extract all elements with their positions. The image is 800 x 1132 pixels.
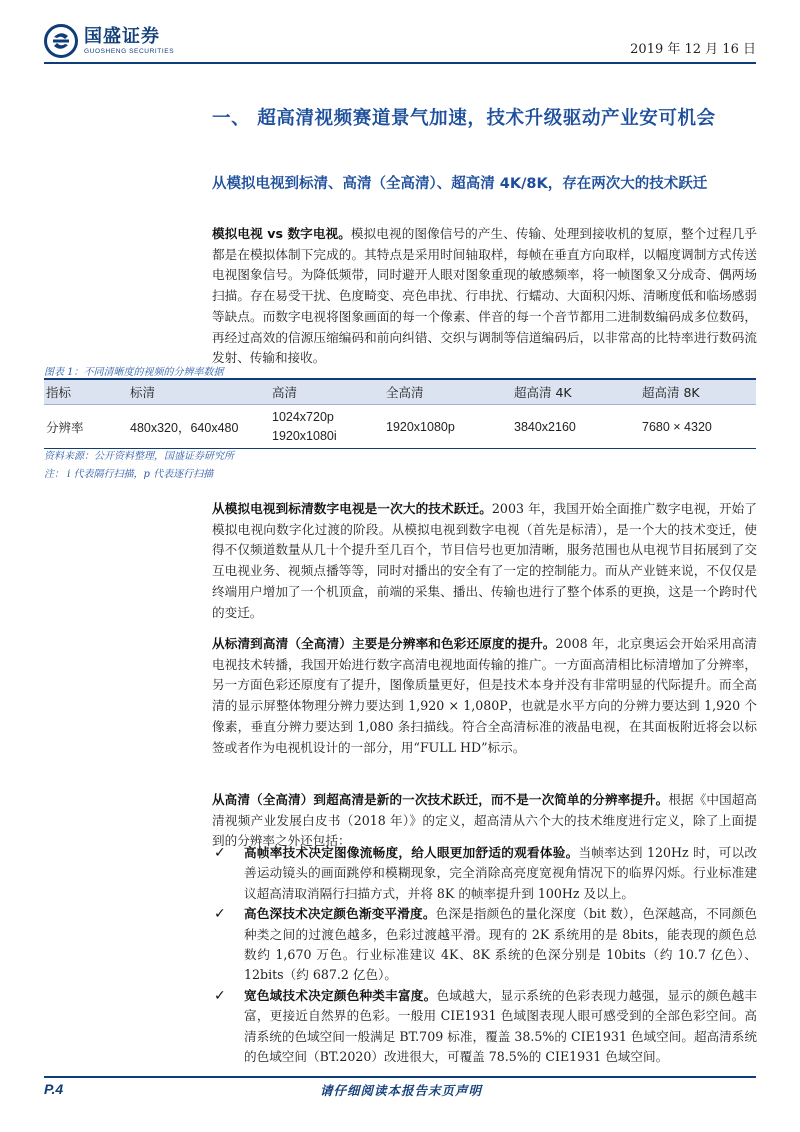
table-cell-label: 分辨率 (46, 419, 84, 435)
paragraph-sd-to-hd (212, 634, 757, 758)
paragraph-analog-to-sd (212, 499, 757, 623)
checkmark-icon: ✓ (214, 845, 226, 861)
paragraph-body: 模拟电视的图像信号的产生、传输、处理到接收机的复原，整个过程几乎都是在模拟体制下完成的。其特点是采用时间轴取样，每帧在垂直方向取样，以幅度调制方式传送电视图象信号。为降低频带，同时避开人眼对图象重现的敏感频率，将一帧图象又分成奇、偶两场扫描。存在易受干扰、色度畸变、亮色串扰、行串扰、行蠕动、大面积闪烁、清晰度低和临场感弱等缺点。而数字电视将图象画面的每一个像素、伴音的每一个音节都用二进制数编码成多位数码，再经过高效的信源压缩编码和前向纠错、交织与调制等信道编码后，以非常高的比特率进行数码流发射、传输和接收。 (212, 226, 758, 366)
table-header-cell: 指标 (46, 385, 72, 400)
section-title: 一、 超高清视频赛道景气加速，技术升级驱动产业安可机会 (212, 108, 716, 129)
list-item-body: 当帧率达到 120Hz 时，可以改善运动镜头的画面跳停和模糊现象，完全消除高亮度宽视角情况下的临界闪烁。行业标准建议超高清取消隔行扫描方式，并将 8K 的帧率提升到 100Hz 及以上。 (244, 845, 757, 901)
list-item-lead: 宽色域技术决定颜色种类丰富度。 (244, 987, 437, 1003)
list-item-lead: 高色深技术决定颜色渐变平滑度。 (244, 906, 436, 922)
report-date: 2019 年 12 月 16 日 (630, 42, 756, 57)
logo-english-name: GUOSHENG SECURITIES (84, 48, 175, 55)
list-item-body: 色域越大，显示系统的色彩表现力越强，显示的颜色越丰富，更接近自然界的色彩。一般用 CIE1931 色域图表现人眼可感受到的全部色彩空间。高清系统的色域空间一般满足 BT.709 标准，覆盖 38.5%的 CIE1931 色域空间。超高清系统的色域空间（BT.2020）改进很大，可覆盖 78.5%的 CIE1931 色域空间。 (244, 987, 758, 1065)
table-header-cell: 标清 (130, 385, 156, 400)
company-logo (44, 24, 174, 58)
table-cell-8k: 7680 × 4320 (642, 419, 712, 434)
list-item (212, 986, 757, 1068)
paragraph-lead: 从模拟电视到标清数字电视是一次大的技术跃迁。 (212, 501, 492, 516)
page-number: P.4 (44, 1081, 64, 1097)
table-row (44, 405, 756, 448)
table-header-cell: 超高清 8K (642, 385, 700, 400)
list-item (212, 843, 757, 904)
table-cell-hd (270, 408, 384, 446)
table-cell-hd-line: 1024x720p (272, 409, 334, 424)
paragraph-body: 2003 年，我国开始全面推广数字电视，开始了模拟电视向数字化过渡的阶段。从模拟电视到数字电视（首先是标清），是一个大的技术变迁，使得不仅频道数量从几十个提升至几百个，节目信号也更加清晰，服务范围也从电视节目拓展到了交互电视业务、视频点播等等，同时对播出的安全有了一定的控制能力。而从产业链来说，不仅仅是终端用户增加了一个机顶盒，前端的采集、播出、传输也进行了整个体系的更换，这是一个跨时代的变迁。 (212, 501, 757, 620)
uhd-feature-list (212, 843, 757, 1067)
header-divider (44, 62, 756, 64)
table-header-cell: 超高清 4K (514, 385, 572, 400)
guosheng-logo-icon (44, 24, 78, 58)
table-cell-sd: 480x320，640x480 (130, 420, 239, 435)
paragraph-lead: 从高清（全高清）到超高清是新的一次技术跃迁，而不是一次简单的分辨率提升。 (212, 792, 669, 807)
paragraph-lead: 从标清到高清（全高清）主要是分辨率和色彩还原度的提升。 (212, 636, 556, 651)
checkmark-icon: ✓ (214, 906, 226, 923)
table-cell-4k: 3840x2160 (514, 419, 576, 434)
subsection-title: 从模拟电视到标清、高清（全高清）、超高清 4K/8K，存在两次大的技术跃迁 (212, 176, 708, 192)
table-notes (44, 448, 234, 484)
paragraph-body: 2008 年，北京奥运会开始采用高清电视技术转播，我国开始进行数字高清电视地面传输的推广。一方面高清相比标清增加了分辨率，另一方面色彩还原度有了提升，图像质量更好，但是技术本身并没有非常明显的代际提升。而全高清的显示屏整体物理分辨力要达到 1,920 × 1,080P，也就是水平方向的分辨力要达到 1,920 个像素，垂直分辨力要达到 1,080 条扫描线。符合全高清标准的液晶电视，在其面板附近将会以标签或者作为电视机设计的一部分，用“FULL HD”标示。 (212, 636, 758, 755)
list-item (212, 904, 757, 986)
table-caption: 图表 1：不同清晰度的视频的分辨率数据 (44, 367, 224, 378)
paragraph-analog-vs-digital (212, 224, 757, 369)
table-header-cell: 全高清 (386, 385, 424, 400)
table-cell-hd-line: 1920x1080i (272, 428, 337, 443)
logo-chinese-name: 国盛证券 (84, 26, 160, 47)
footer-disclaimer: 请仔细阅读本报告末页声明 (320, 1083, 483, 1098)
table-header-row (44, 380, 756, 405)
list-item-body: 色深是指颜色的量化深度（bit 数），色深越高，不同颜色种类之间的过渡色越多，色彩过渡越平滑。现有的 2K 系统用的是 8bits，能表现的颜色总数约 1,670 万色。行业标准建议 4K、8K 系统的色深分别是 10bits（约 10.7 亿色）、12bits（约 687.2 亿色）。 (244, 906, 757, 983)
table-cell-fhd: 1920x1080p (386, 419, 455, 434)
paragraph-lead: 模拟电视 vs 数字电视。 (212, 226, 351, 241)
table-header-cell: 高清 (272, 385, 298, 400)
table-note: 注： i 代表隔行扫描，p 代表逐行扫描 (44, 469, 214, 480)
resolution-table (44, 378, 756, 449)
paragraph-body: 根据《中国超高清视频产业发展白皮书（2018 年）》的定义，超高清从六个大的技术维度进行定义，除了上面提到的分辨率之外还包括： (212, 792, 758, 849)
footer-divider (44, 1076, 756, 1078)
checkmark-icon: ✓ (214, 987, 226, 1004)
list-item-lead: 高帧率技术决定图像流畅度，给人眼更加舒适的观看体验。 (244, 845, 579, 860)
table-source: 资料来源：公开资料整理，国盛证券研究所 (44, 451, 234, 462)
